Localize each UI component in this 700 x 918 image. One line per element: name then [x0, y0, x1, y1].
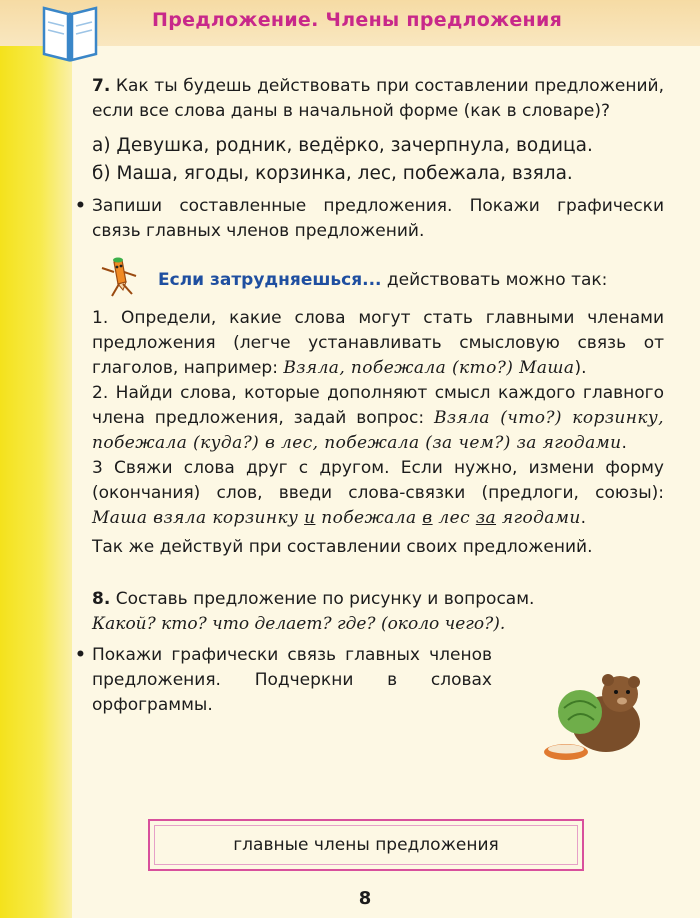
step3-underlined-word: и: [304, 508, 316, 528]
step2-example: Взяла (что?) корзинку, побежала (куда?) в лес, побежала (за чем?) за ягодами: [92, 408, 664, 453]
help-header: [92, 266, 664, 296]
task7-question: [92, 74, 664, 124]
task8-text-body: Составь предложение по рисунку и вопросам.: [110, 589, 535, 609]
help-closing: Так же действуй при составлении своих предложений.: [92, 537, 593, 557]
step2-end: .: [621, 433, 627, 453]
help-step-3: [92, 456, 664, 531]
task7-instruction-text: Запиши составленные предложения. Покажи графически связь главных членов предложений.: [92, 196, 664, 241]
task8-instruction: [75, 643, 492, 718]
page-title: Предложение. Члены предложения: [152, 9, 563, 31]
step1-end: ).: [574, 358, 587, 378]
task7-instruction: [75, 194, 664, 244]
task8-instruction-text: Покажи графически связь главных членов предложения. Подчеркни в словах орфограммы.: [92, 645, 492, 715]
step3-underlined-word: в: [422, 508, 433, 528]
bear-with-cabbage-illustration: [540, 672, 650, 772]
step3-example-part: Маша взяла корзинку: [92, 508, 305, 528]
help-title-rest: действовать можно так:: [381, 270, 608, 290]
bullet-icon: •: [75, 645, 86, 665]
step3-example-part: побежала: [315, 508, 423, 528]
step1-text: 1. Определи, какие слова могут стать главными членами предложения (легче устанавливать смысловую связь от глаголов, например:: [92, 308, 664, 378]
task8-number: 8.: [92, 589, 111, 609]
help-title-bold: Если затрудняешься...: [158, 270, 382, 290]
help-title: [158, 270, 607, 290]
help-step-1: [92, 306, 664, 381]
step2-text: 2. Найди слова, которые дополняют смысл каждого главного члена предложения, задай вопрос:: [92, 383, 664, 428]
task8-questions: Какой? кто? что делает? где? (около чего?).: [92, 614, 506, 634]
task7-option-b: б) Маша, ягоды, корзинка, лес, побежала, взяла.: [92, 163, 573, 184]
step3-example-part: лес: [432, 508, 476, 528]
step3-example-part: ягодами: [496, 508, 581, 528]
step3-underlined-word: за: [475, 508, 497, 528]
step3-example: [92, 508, 581, 528]
step3-text: 3 Свяжи слова друг с другом. Если нужно, измени форму (окончания) слов, введи слова-связки (предлоги, союзы):: [92, 458, 664, 503]
pencil-mascot-icon: [92, 254, 148, 300]
task7-question-text: Как ты будешь действовать при составлении предложений, если все слова даны в начальной форме (как в словаре)?: [92, 76, 665, 121]
task8-text: [92, 587, 572, 612]
main-content: [75, 74, 665, 718]
step1-example: Взяла, побежала (кто?) Маша: [283, 358, 575, 378]
bullet-icon: •: [75, 196, 86, 216]
task7-option-a: а) Девушка, родник, ведёрко, зачерпнула, водица.: [92, 135, 593, 156]
step3-end: .: [580, 508, 587, 528]
page-number: 8: [358, 888, 372, 909]
help-step-2: [92, 381, 664, 456]
side-color-strip: [0, 0, 72, 918]
task7-number: 7.: [92, 76, 111, 96]
open-book-icon: [40, 0, 100, 62]
main-members-box: главные члены предложения: [148, 819, 584, 871]
